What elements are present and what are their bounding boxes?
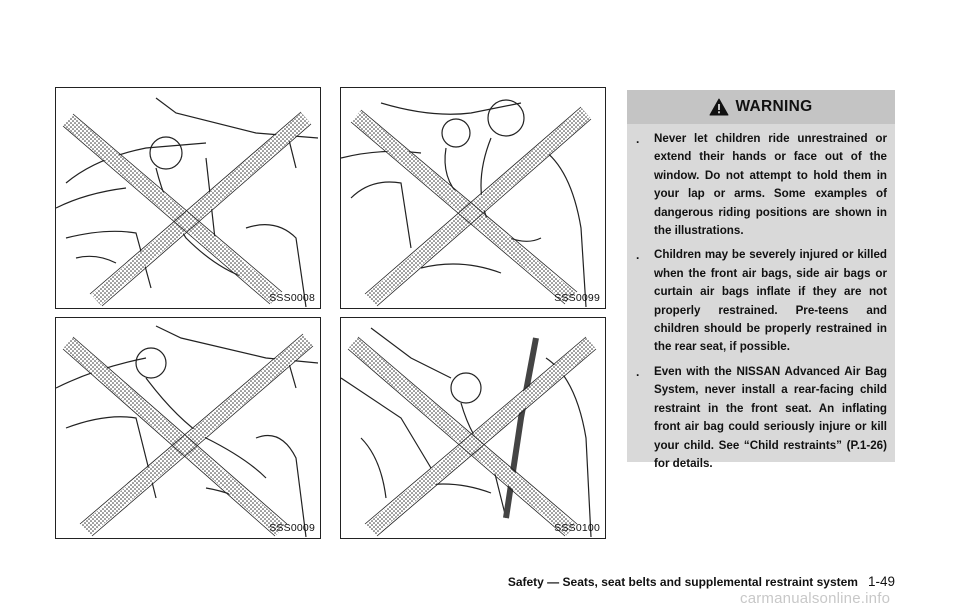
warning-text: Even with the NISSAN Advanced Air Bag System, never install a rear-facing child restraint in the front seat. An inflating front air bag could seriously injure or kill your child. See “Child restraints” (P.1-26) for details. [654, 364, 887, 470]
illustration-child-standing-front [55, 87, 321, 309]
figure-code: SSS0100 [554, 522, 600, 534]
figure-code: SSS0099 [554, 292, 600, 304]
bullet: . [636, 132, 640, 146]
watermark: carmanualsonline.info [740, 590, 891, 607]
car-interior-drawing [56, 318, 319, 537]
bullet: . [636, 248, 640, 263]
figure-code: SSS0009 [269, 522, 315, 534]
warning-title: WARNING [735, 98, 813, 115]
warning-list [627, 130, 895, 479]
car-interior-drawing [56, 88, 319, 307]
page-footer [0, 574, 895, 589]
figure-code: SSS0008 [269, 292, 315, 304]
warning-text: Children may be severely injured or killed when the front air bags, side air bags or curtain air bags inflate if they are not properly restrained. Pre-teens and children should be properly restrained in the rear seat, if possible. [654, 248, 887, 354]
warning-header [627, 90, 895, 124]
car-interior-drawing [341, 318, 604, 537]
illustration-child-on-lap [340, 87, 606, 309]
list-item [627, 130, 895, 240]
illustration-child-leaning-dash [55, 317, 321, 539]
list-item [627, 246, 895, 356]
illustration-child-front-seat-belt [340, 317, 606, 539]
list-item [627, 363, 895, 473]
warning-box [627, 90, 895, 470]
warning-text: Never let children ride unrestrained or extend their hands or face out of the window. Do not attempt to hold them in your lap or arms. Some examples of dangerous riding positions are shown in the illustrations. [654, 132, 887, 238]
bullet: . [636, 364, 640, 379]
page-number: 1-49 [867, 574, 895, 589]
warning-triangle-icon [709, 98, 729, 116]
car-interior-drawing [341, 88, 604, 307]
section-title: Safety — Seats, seat belts and supplemental restraint system [507, 575, 858, 589]
